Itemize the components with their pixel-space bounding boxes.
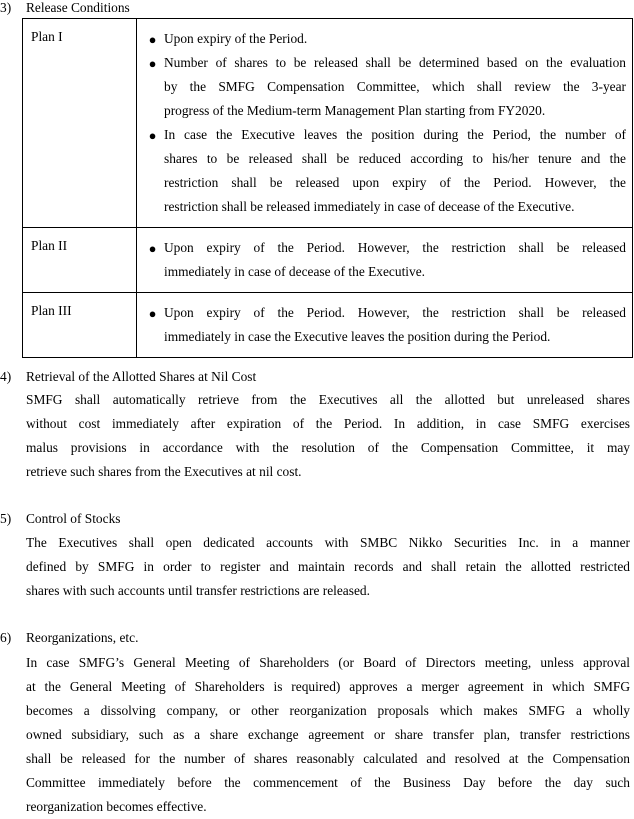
plan-name-cell xyxy=(23,293,137,358)
condition-bullet xyxy=(145,236,626,284)
bullet-dot-icon: ● xyxy=(148,306,157,321)
body-line: shares with such accounts until transfer restrictions are released. xyxy=(26,583,370,598)
plan-row xyxy=(23,293,633,358)
plan-name-cell xyxy=(23,228,137,293)
body-line: malus provisions in accordance with the resolution of the Compensation Committee, it may xyxy=(26,440,630,455)
plan-name: Plan III xyxy=(31,303,72,318)
body-line: In case SMFG’s General Meeting of Shareholders (or Board of Directors meeting, unless approval xyxy=(26,655,630,670)
condition-bullet xyxy=(145,123,626,219)
body-line: SMFG shall automatically retrieve from the Executives all the allotted but unreleased shares xyxy=(26,392,630,407)
condition-line: Upon expiry of the Period. xyxy=(164,31,308,46)
bullet-dot-icon: ● xyxy=(148,241,157,256)
section-6-heading xyxy=(0,630,138,646)
section-number: 4) xyxy=(0,369,12,384)
section-number: 3) xyxy=(0,0,12,15)
section-title: Control of Stocks xyxy=(26,511,121,526)
section-5-heading xyxy=(0,511,120,527)
bullet-dot-icon: ● xyxy=(148,32,157,47)
condition-bullet xyxy=(145,27,626,51)
body-line: The Executives shall open dedicated accounts with SMBC Nikko Securities Inc. in a manner xyxy=(26,535,630,550)
condition-line: restriction shall be released upon expiry of the Period. However, the xyxy=(164,175,626,190)
release-conditions-table xyxy=(22,18,633,358)
condition-line: Upon expiry of the Period. However, the restriction shall be released xyxy=(164,240,626,255)
bullet-dot-icon: ● xyxy=(148,56,157,71)
body-line: at the General Meeting of Shareholders is required) approves a merger agreement in which SMFG xyxy=(26,679,630,694)
body-line: defined by SMFG in order to register and maintain records and shall retain the allotted restricted xyxy=(26,559,630,574)
condition-line: immediately in case of decease of the Executive. xyxy=(164,264,425,279)
body-line: becomes a dissolving company, or other reorganization proposals which makes SMFG a wholly xyxy=(26,703,630,718)
plan-terms-cell xyxy=(137,228,633,293)
condition-line: shares to be released shall be reduced according to his/her tenure and the xyxy=(164,151,626,166)
section-4-body xyxy=(26,388,630,484)
plan-terms-cell xyxy=(137,19,633,228)
section-title: Reorganizations, etc. xyxy=(26,630,139,645)
section-number: 6) xyxy=(0,630,12,645)
section-6-body xyxy=(26,651,630,819)
condition-line: progress of the Medium-term Management Plan starting from FY2020. xyxy=(164,103,546,118)
section-5-body xyxy=(26,531,630,603)
condition-bullet xyxy=(145,51,626,123)
condition-line: by the SMFG Compensation Committee, which shall review the 3-year xyxy=(164,79,626,94)
condition-line: restriction shall be released immediately in case of decease of the Executive. xyxy=(164,199,575,214)
body-line: owned subsidiary, such as a share exchange agreement or share transfer plan, transfer restrictions xyxy=(26,727,630,742)
plan-row xyxy=(23,228,633,293)
section-number: 5) xyxy=(0,511,12,526)
condition-bullet xyxy=(145,301,626,349)
body-line: retrieve such shares from the Executives at nil cost. xyxy=(26,464,302,479)
section-3-heading xyxy=(0,0,130,16)
plan-row xyxy=(23,19,633,228)
body-line: reorganization becomes effective. xyxy=(26,799,207,814)
body-line: shall be released for the number of shares reasonably calculated and resolved at the Compensation xyxy=(26,751,630,766)
condition-line: In case the Executive leaves the position during the Period, the number of xyxy=(164,127,626,142)
bullet-dot-icon: ● xyxy=(148,128,157,143)
condition-line: Upon expiry of the Period. However, the restriction shall be released xyxy=(164,305,626,320)
body-line: without cost immediately after expiration of the Period. In addition, in case SMFG exercises xyxy=(26,416,630,431)
plan-name: Plan I xyxy=(31,29,63,44)
body-line: Committee immediately before the commencement of the Business Day before the day such xyxy=(26,775,630,790)
plan-terms-cell xyxy=(137,293,633,358)
section-title: Release Conditions xyxy=(26,0,130,15)
plan-name: Plan II xyxy=(31,238,68,253)
condition-line: immediately in case the Executive leaves the position during the Period. xyxy=(164,329,551,344)
plan-name-cell xyxy=(23,19,137,228)
condition-line: Number of shares to be released shall be determined based on the evaluation xyxy=(164,55,626,70)
section-4-heading xyxy=(0,369,256,385)
section-title: Retrieval of the Allotted Shares at Nil Cost xyxy=(26,369,257,384)
